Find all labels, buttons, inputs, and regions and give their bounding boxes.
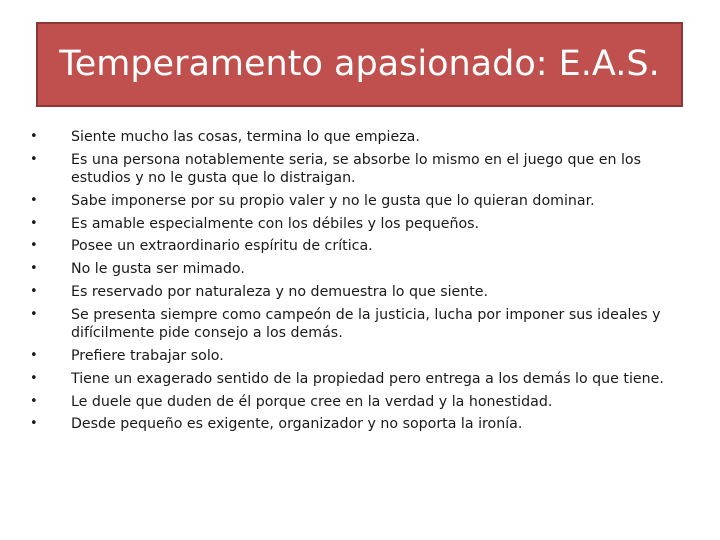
bullet-icon: • <box>30 192 38 208</box>
list-item-text: Es reservado por naturaleza y no demuestra lo que siente. <box>71 284 489 301</box>
list-item <box>30 192 694 210</box>
list-item-text: Le duele que duden de él porque cree en la verdad y la honestidad. <box>71 393 553 410</box>
list-item-text: Es una persona notablemente seria, se absorbe lo mismo en el juego que en los estudios y no le gusta que lo distraigan. <box>71 151 641 187</box>
slide-title-box <box>36 22 683 107</box>
list-item <box>30 306 694 343</box>
list-item-text: Prefiere trabajar solo. <box>71 347 224 364</box>
list-item-text: Es amable especialmente con los débiles y los pequeños. <box>71 215 480 232</box>
list-item <box>30 415 694 433</box>
list-item <box>30 393 694 411</box>
bullet-icon: • <box>30 151 38 167</box>
bullet-icon: • <box>30 393 38 409</box>
bullet-icon: • <box>30 370 38 386</box>
list-item <box>30 151 694 188</box>
list-item <box>30 237 694 255</box>
bullet-icon: • <box>30 238 38 254</box>
list-item <box>30 260 694 278</box>
list-item <box>30 283 694 301</box>
list-item <box>30 215 694 233</box>
list-item <box>30 370 694 388</box>
bullet-icon: • <box>30 284 38 300</box>
list-item-text: Sabe imponerse por su propio valer y no le gusta que lo quieran dominar. <box>71 192 595 209</box>
list-item <box>30 128 694 146</box>
list-item-text: Posee un extraordinario espíritu de crítica. <box>71 238 373 255</box>
bullet-icon: • <box>30 416 38 432</box>
list-item-text: Siente mucho las cosas, termina lo que empieza. <box>71 129 420 145</box>
slide-title: Temperamento apasionado: E.A.S. <box>59 44 660 84</box>
bullet-icon: • <box>30 129 38 144</box>
list-item-text: Se presenta siempre como campeón de la justicia, lucha por imponer sus ideales y difícilmente pide consejo a los demás. <box>71 306 661 342</box>
bullet-list <box>30 128 694 438</box>
bullet-icon: • <box>30 261 38 277</box>
bullet-icon: • <box>30 306 38 322</box>
list-item <box>30 347 694 365</box>
list-item-text: Desde pequeño es exigente, organizador y no soporta la ironía. <box>71 416 523 433</box>
list-item-text: Tiene un exagerado sentido de la propiedad pero entrega a los demás lo que tiene. <box>71 370 664 387</box>
list-item-text: No le gusta ser mimado. <box>71 261 245 278</box>
bullet-icon: • <box>30 347 38 363</box>
bullet-icon: • <box>30 215 38 231</box>
